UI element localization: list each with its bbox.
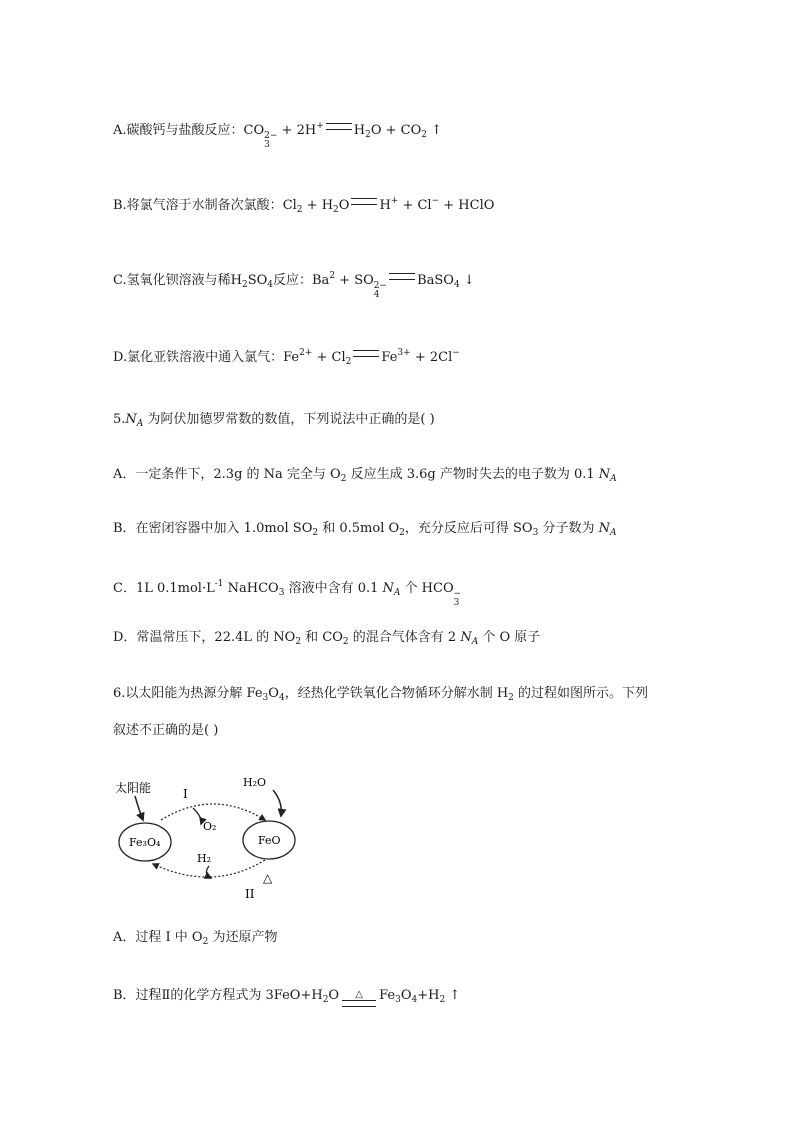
option-c-equation	[113, 266, 475, 300]
heated-equals-sign	[342, 990, 376, 1007]
q6-option-b	[113, 986, 460, 1010]
formula-part: O	[338, 198, 350, 213]
equals-sign	[353, 350, 379, 357]
superscript: 2	[329, 271, 336, 281]
subscript: 3	[532, 528, 539, 538]
subscript: 2	[342, 637, 349, 647]
subscript: 4	[278, 693, 285, 703]
option-text: B．在密闭容器中加入 1.0mol SO	[113, 521, 313, 536]
formula-part: + SO	[335, 273, 374, 288]
heat-symbol: △	[355, 989, 363, 1000]
subscript: A	[393, 588, 401, 598]
option-d-equation	[113, 343, 460, 372]
hydrogen-arrow	[206, 866, 211, 878]
formula-part: + HClO	[439, 198, 495, 213]
equals-sign	[326, 123, 352, 130]
question-text: 为阿伏加德罗常数的数值，下列说法中正确的是( )	[143, 412, 435, 427]
question-text: 叙述不正确的是( )	[113, 723, 219, 738]
option-text: 的混合气体含有 2	[348, 630, 461, 645]
avogadro-symbol: N	[598, 467, 611, 482]
q5-option-c	[113, 574, 461, 608]
subscript: 2	[345, 357, 352, 367]
superscript: 2+	[299, 348, 313, 358]
option-c-label: C.氢氧化钡溶液与稀H	[113, 273, 242, 288]
superscript: 2−	[373, 281, 388, 291]
equals-bars	[342, 1000, 376, 1007]
superscript: +	[390, 196, 399, 206]
avogadro-symbol: N	[460, 630, 472, 645]
superscript: −	[431, 196, 440, 206]
avogadro-symbol: N	[382, 581, 394, 596]
superscript: 2−	[264, 131, 278, 141]
formula-part: 反应：Ba	[273, 273, 330, 288]
hydrogen-label: H₂	[197, 852, 212, 865]
solar-arrow	[135, 796, 143, 820]
subscript: 2	[439, 995, 446, 1005]
formula-part: BaSO	[417, 273, 454, 288]
q6-option-a	[113, 928, 277, 952]
option-b-equation	[113, 191, 494, 220]
formula-part: + 2H	[277, 123, 317, 138]
superscript: 3+	[397, 348, 411, 358]
option-text: A．一定条件下，2.3g 的 Na 完全与 O	[113, 467, 341, 482]
equals-sign	[389, 273, 415, 280]
option-a-label: A.碳酸钙与盐酸反应：	[113, 123, 244, 138]
formula-part: Fe	[381, 350, 398, 365]
formula-part: Fe	[379, 988, 396, 1003]
option-d-label: D.氯化亚铁溶液中通入氯气：Fe	[113, 350, 300, 365]
option-text: 分子数为	[538, 521, 599, 536]
subscript: 2	[202, 937, 209, 947]
formula-part: + 2Cl	[410, 350, 453, 365]
option-text: A．过程 I 中 O	[113, 930, 203, 945]
avogadro-symbol: N	[598, 521, 610, 536]
formula-part: SO	[247, 273, 268, 288]
formula-part: + Cl	[312, 350, 346, 365]
formula-part: H	[379, 198, 391, 213]
subscript: 2	[365, 130, 371, 140]
subscript: 3	[262, 693, 269, 703]
oxygen-arrow	[193, 808, 201, 824]
gas-arrow: ↑	[445, 988, 461, 1003]
subscript: A	[610, 474, 617, 484]
option-text: 和 0.5mol O	[318, 521, 400, 536]
subscript: 4	[453, 280, 460, 290]
q5-option-d	[113, 628, 540, 652]
subscript: 2	[295, 637, 302, 647]
subscript: A	[136, 419, 144, 429]
subscript: 3	[264, 140, 270, 150]
q5-option-a	[113, 465, 617, 489]
subscript: 4	[267, 280, 273, 290]
charge-notation	[264, 132, 277, 150]
process-i-label: I	[183, 787, 188, 801]
superscript: +	[316, 121, 324, 131]
subscript: 3	[453, 598, 460, 608]
subscript: 2	[241, 280, 248, 290]
option-text: 为还原产物	[208, 930, 278, 945]
oxygen-label: O₂	[203, 820, 217, 833]
option-b-label: B.将氯气溶于水制备次氯酸：	[113, 198, 283, 213]
subscript: 2	[296, 205, 303, 215]
water-label: H₂O	[243, 776, 267, 789]
gas-arrow: ↑	[426, 123, 442, 138]
question-6-stem-line1	[113, 684, 648, 708]
formula-part: CO	[243, 123, 265, 138]
superscript: -1	[214, 579, 224, 589]
question-text: 的过程如图所示。下列	[513, 686, 649, 701]
option-text: B．过程Ⅱ的化学方程式为 3FeO+H	[113, 988, 323, 1003]
subscript: 3	[278, 588, 285, 598]
water-arrow	[273, 790, 281, 816]
option-text: C．1L 0.1mol·L	[113, 581, 215, 596]
fe3o4-label: Fe₃O₄	[129, 836, 161, 849]
equals-sign	[351, 198, 377, 205]
subscript: A	[609, 528, 617, 538]
subscript: 2	[508, 693, 514, 703]
precipitate-arrow: ↓	[459, 273, 475, 288]
charge-notation	[374, 282, 387, 300]
formula-part: + Cl	[398, 198, 432, 213]
formula-part: O	[400, 988, 412, 1003]
subscript: 2	[340, 474, 347, 484]
charge-notation	[454, 590, 462, 608]
question-text: 6.以太阳能为热源分解 Fe	[113, 686, 263, 701]
question-5-stem	[113, 410, 435, 434]
option-a-equation	[113, 116, 442, 150]
process-ii-label: II	[245, 887, 255, 901]
question-text: O	[268, 686, 279, 701]
solar-energy-label: 太阳能	[115, 781, 152, 795]
superscript: −	[452, 348, 460, 358]
subscript: 2	[421, 130, 427, 140]
option-text: D．常温常压下，22.4L 的 NO	[113, 630, 296, 645]
option-text: ，充分反应后可得 SO	[404, 521, 533, 536]
subscript: A	[471, 637, 479, 647]
subscript: 2	[312, 528, 319, 538]
option-text: 反应生成 3.6g 产物时失去的电子数为 0.1	[346, 467, 599, 482]
feo-label: FeO	[258, 834, 281, 847]
question-number: 5.	[113, 412, 126, 427]
question-text: ，经热化学铁氧化合物循环分解水制 H	[284, 686, 509, 701]
heat-symbol: △	[263, 871, 273, 885]
formula-part: O + CO	[370, 123, 422, 138]
option-text: 和 CO	[301, 630, 343, 645]
subscript: 3	[395, 995, 401, 1005]
avogadro-symbol: N	[125, 412, 137, 427]
subscript: 4	[411, 995, 418, 1005]
q5-option-b	[113, 519, 616, 543]
formula-part: Cl	[282, 198, 297, 213]
formula-part: O	[328, 988, 340, 1003]
process-i-path	[161, 804, 265, 820]
formula-part: + H	[302, 198, 334, 213]
subscript: 2	[399, 528, 405, 538]
question-6-stem-line2	[113, 721, 218, 741]
option-text: NaHCO	[223, 581, 279, 596]
formula-part: +H	[417, 988, 440, 1003]
option-text: 个 HCO	[400, 581, 454, 596]
superscript: −	[453, 589, 462, 599]
option-text: 溶液中含有 0.1	[284, 581, 383, 596]
subscript: 2	[333, 205, 339, 215]
subscript: 4	[373, 290, 380, 300]
iron-oxide-cycle-diagram	[113, 768, 313, 903]
option-text: 个 O 原子	[478, 630, 541, 645]
formula-part: H	[353, 123, 366, 138]
subscript: 2	[322, 995, 329, 1005]
